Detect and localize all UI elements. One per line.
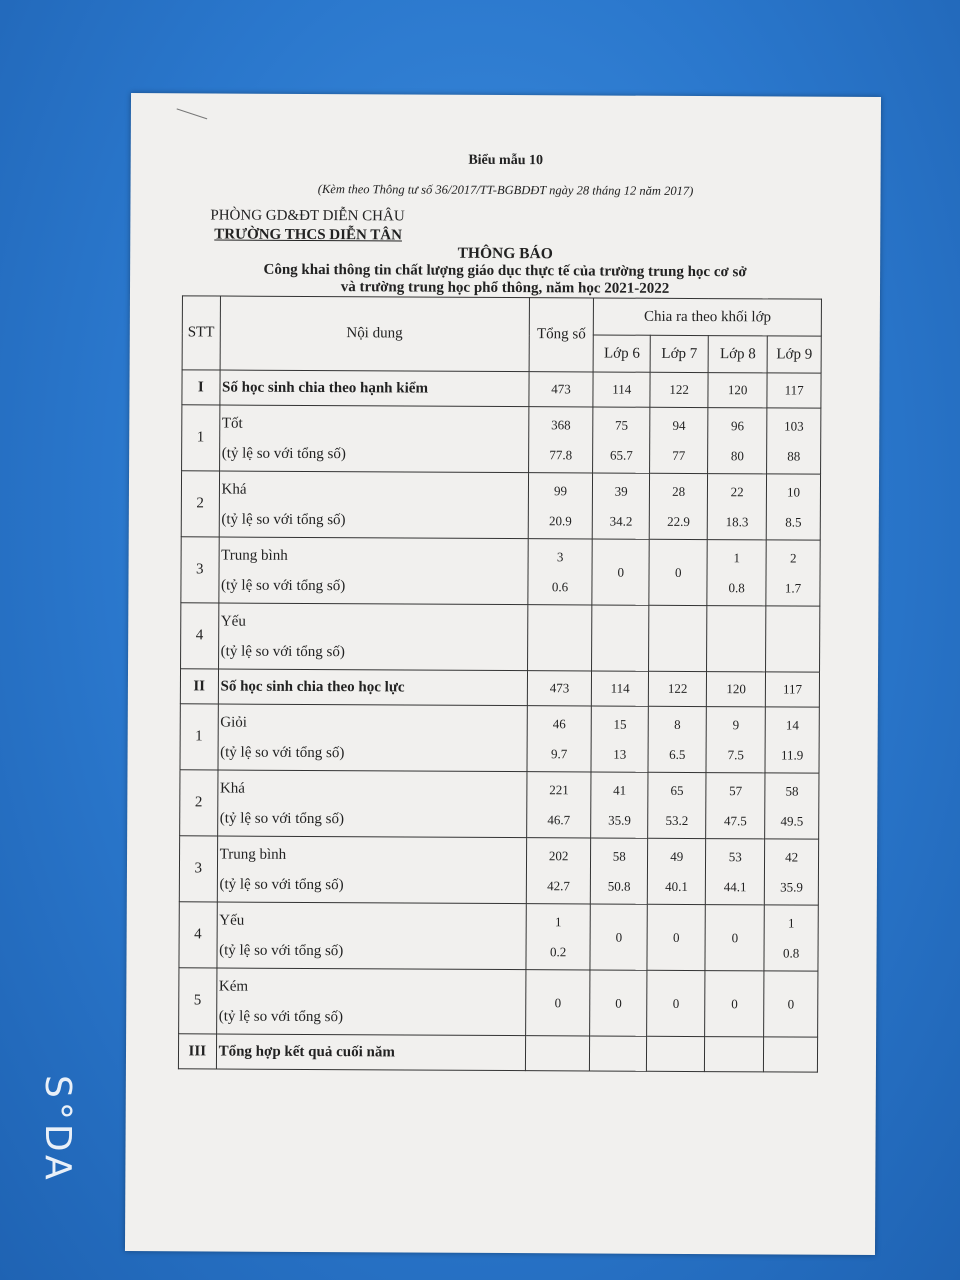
grade-cell	[705, 905, 764, 971]
header-grade-9: Lớp 9	[767, 336, 821, 373]
table-row	[182, 405, 821, 474]
row-stt: 3	[181, 537, 219, 603]
row-stt: I	[182, 370, 220, 405]
count-value: 99	[554, 482, 568, 498]
count-value: 122	[667, 680, 688, 696]
grade-cell	[591, 706, 648, 772]
count-value: 49	[670, 848, 684, 864]
percent-value: 88	[787, 447, 801, 464]
grade-cell	[650, 407, 708, 473]
table-row	[179, 902, 818, 971]
total-cell	[526, 838, 591, 904]
grade-cell	[591, 772, 648, 838]
notice-title: THÔNG BÁO	[457, 244, 553, 263]
grade-cell	[707, 672, 766, 707]
grade-cell	[705, 1037, 764, 1072]
total-cell	[529, 372, 594, 407]
percent-value: 65.7	[609, 447, 633, 463]
row-label-cell	[219, 370, 528, 407]
table-row	[181, 537, 820, 606]
grade-cell	[591, 838, 648, 904]
count-value: 0	[554, 994, 562, 1010]
count-value: 117	[784, 382, 804, 398]
department-name: PHÒNG GD&ĐT DIỄN CHÂU	[210, 207, 405, 225]
header-content: Nội dung	[220, 296, 530, 372]
grade-cell	[590, 970, 647, 1036]
grade-cell	[764, 971, 818, 1037]
notice-description-line1: Công khai thông tin chất lượng giáo dục thực tế của trường trung học cơ sở	[263, 261, 747, 281]
row-label-cell	[217, 770, 527, 838]
percent-value: 42.7	[547, 877, 570, 893]
count-value: 94	[672, 417, 686, 433]
school-name: TRƯỜNG THCS DIỄN TÂN	[214, 226, 403, 244]
percent-value: 77.8	[549, 446, 573, 462]
count-value: 96	[730, 417, 745, 433]
row-label-cell	[217, 836, 527, 904]
row-label: Số học sinh chia theo hạnh kiểm	[222, 379, 429, 397]
grade-cell	[707, 606, 766, 672]
count-value: 39	[614, 483, 628, 499]
grade-cell	[706, 707, 765, 773]
watermark: S°DA	[37, 1075, 78, 1184]
grade-cell	[650, 372, 708, 407]
grade-cell	[649, 473, 707, 539]
quality-table	[178, 295, 822, 1072]
percent-value: 22.9	[667, 513, 690, 529]
percent-value: 50.8	[607, 878, 631, 894]
count-value: 103	[784, 417, 804, 434]
count-value: 120	[727, 382, 748, 398]
count-value: 0	[731, 995, 738, 1011]
header-grade-7: Lớp 7	[650, 335, 708, 372]
row-stt: 4	[181, 603, 219, 669]
header-total: Tổng số	[529, 298, 594, 372]
count-value: 120	[726, 681, 746, 697]
percent-value: 9.7	[550, 745, 568, 761]
table-row	[180, 770, 819, 839]
total-cell	[525, 970, 590, 1036]
grade-cell	[766, 540, 820, 606]
grade-cell	[647, 1036, 705, 1071]
count-value: 46	[552, 715, 566, 731]
ratio-label: (tỷ lệ so với tổng số)	[221, 445, 346, 462]
count-value: 53	[728, 848, 742, 864]
table-row	[180, 704, 819, 773]
grade-cell	[708, 373, 767, 408]
grade-cell	[590, 904, 647, 970]
grade-cell	[593, 372, 650, 407]
count-value: 0	[672, 995, 680, 1011]
grade-cell	[708, 408, 767, 474]
row-label: Tổng hợp kết quả cuối năm	[218, 1043, 395, 1061]
grade-cell	[649, 539, 707, 605]
count-value: 3	[556, 548, 564, 564]
row-label: Tốt	[221, 415, 243, 432]
count-value: 10	[787, 483, 801, 500]
count-value: 0	[615, 929, 623, 945]
ratio-label: (tỷ lệ so với tổng số)	[221, 511, 346, 528]
percent-value: 0.6	[551, 578, 569, 594]
row-stt: III	[178, 1034, 216, 1069]
row-stt: 2	[180, 770, 218, 836]
row-stt: 1	[182, 405, 220, 471]
row-label-cell	[217, 902, 527, 970]
count-value: 368	[551, 416, 571, 432]
percent-value: 80	[730, 447, 744, 463]
ratio-label: (tỷ lệ so với tổng số)	[219, 876, 344, 893]
section-row	[178, 1034, 817, 1072]
row-stt: 4	[179, 902, 217, 968]
grade-cell	[647, 970, 705, 1036]
document-page	[125, 93, 881, 1255]
grade-cell	[764, 1037, 818, 1072]
total-cell	[528, 407, 593, 473]
percent-value: 13	[613, 746, 627, 762]
ratio-label: (tỷ lệ so với tổng số)	[218, 1008, 344, 1025]
section-row	[180, 669, 819, 707]
percent-value: 0.2	[549, 943, 567, 959]
header-split: Chia ra theo khối lớp	[594, 298, 822, 336]
total-cell	[525, 1036, 590, 1071]
total-cell	[527, 671, 592, 706]
count-value: 41	[613, 782, 627, 798]
grade-cell	[764, 905, 818, 971]
grade-cell	[766, 672, 820, 707]
count-value: 0	[615, 995, 622, 1011]
grade-cell	[649, 605, 707, 671]
percent-value: 18.3	[725, 513, 749, 529]
percent-value: 35.9	[608, 812, 631, 828]
grade-cell	[705, 971, 764, 1037]
row-stt: 1	[180, 704, 218, 770]
ratio-label: (tỷ lệ so với tổng số)	[220, 744, 345, 761]
percent-value: 1.7	[784, 579, 802, 596]
percent-value: 47.5	[724, 812, 747, 828]
row-label: Yếu	[220, 613, 246, 630]
row-label-cell	[216, 968, 526, 1036]
grade-cell	[707, 474, 766, 540]
row-label-cell	[216, 1034, 525, 1071]
percent-value: 20.9	[548, 512, 572, 528]
count-value: 2	[789, 550, 797, 566]
table-row	[181, 471, 820, 540]
row-stt: 3	[179, 836, 217, 902]
count-value: 0	[731, 929, 739, 945]
count-value: 42	[785, 848, 799, 865]
count-value: 15	[613, 716, 627, 732]
percent-value: 34.2	[609, 513, 633, 529]
header-grade-6: Lớp 6	[593, 335, 650, 372]
count-value: 0	[674, 564, 682, 580]
count-value: 9	[732, 716, 740, 732]
total-cell	[527, 772, 592, 838]
percent-value: 53.2	[665, 812, 689, 828]
grade-cell	[648, 772, 706, 838]
grade-cell	[590, 1036, 647, 1071]
row-label: Số học sinh chia theo học lực	[220, 678, 405, 696]
percent-value: 11.9	[781, 746, 804, 763]
count-value: 117	[782, 681, 803, 697]
count-value: 58	[612, 848, 626, 864]
count-value: 57	[729, 782, 743, 798]
pen-mark	[177, 108, 208, 119]
percent-value: 7.5	[727, 746, 744, 762]
count-value: 65	[670, 782, 684, 798]
total-cell	[528, 539, 593, 605]
total-cell	[527, 605, 592, 671]
row-label-cell	[218, 537, 528, 605]
percent-value: 8.5	[785, 513, 802, 530]
percent-value: 49.5	[780, 812, 804, 829]
count-value: 1	[554, 913, 562, 929]
grade-cell	[705, 839, 764, 905]
row-label-cell	[219, 405, 529, 473]
grade-cell	[592, 671, 649, 706]
row-label: Giỏi	[220, 714, 248, 731]
percent-value: 40.1	[665, 878, 688, 894]
count-value: 0	[673, 929, 680, 945]
count-value: 202	[548, 847, 569, 863]
count-value: 114	[612, 381, 632, 397]
count-value: 221	[549, 781, 569, 797]
total-cell	[527, 706, 592, 772]
row-label: Trung bình	[221, 547, 288, 564]
percent-value: 35.9	[780, 878, 803, 895]
ratio-label: (tỷ lệ so với tổng số)	[220, 643, 345, 660]
row-label-cell	[218, 704, 528, 772]
table-row	[179, 836, 818, 905]
table-row	[181, 603, 820, 672]
percent-value: 6.5	[669, 746, 686, 762]
count-value: 122	[669, 381, 689, 397]
grade-cell	[767, 373, 821, 408]
row-label: Khá	[219, 780, 246, 797]
grade-cell	[766, 474, 820, 540]
count-value: 1	[788, 914, 795, 931]
grade-cell	[765, 773, 819, 839]
grade-cell	[766, 606, 820, 672]
row-label-cell	[218, 603, 528, 671]
row-label-cell	[218, 669, 527, 706]
count-value: 75	[615, 417, 629, 433]
table-row	[179, 968, 818, 1037]
grade-cell	[647, 904, 705, 970]
grade-cell	[765, 707, 819, 773]
grade-cell	[592, 605, 649, 671]
header-stt: STT	[182, 296, 220, 370]
percent-value: 0.8	[783, 944, 800, 961]
notice-description-line2: và trường trung học phổ thông, năm học 2021-2022	[340, 279, 670, 297]
grade-cell	[648, 706, 706, 772]
percent-value: 46.7	[547, 811, 571, 827]
form-number: Biểu mẫu 10	[468, 152, 544, 169]
grade-cell	[649, 671, 707, 706]
grade-cell	[593, 473, 650, 539]
ratio-label: (tỷ lệ so với tổng số)	[219, 942, 344, 959]
grade-cell	[647, 838, 705, 904]
grade-cell	[767, 408, 821, 474]
row-label: Kém	[218, 978, 249, 995]
row-label: Yếu	[219, 912, 245, 929]
count-value: 0	[787, 995, 795, 1012]
count-value: 114	[610, 680, 630, 696]
ratio-label: (tỷ lệ so với tổng số)	[219, 810, 345, 827]
row-stt: 2	[181, 471, 219, 537]
row-stt: 5	[179, 968, 217, 1034]
grade-cell	[593, 407, 650, 473]
count-value: 8	[674, 716, 681, 732]
total-cell	[528, 473, 593, 539]
grade-cell	[707, 540, 766, 606]
row-label-cell	[219, 471, 529, 539]
percent-value: 0.8	[728, 579, 745, 595]
count-value: 1	[733, 549, 741, 565]
grade-cell	[706, 773, 765, 839]
section-row	[182, 370, 821, 408]
count-value: 473	[549, 680, 570, 696]
count-value: 473	[551, 381, 571, 397]
row-label: Trung bình	[219, 846, 287, 863]
header-grade-8: Lớp 8	[708, 336, 767, 373]
grade-cell	[765, 839, 819, 905]
row-label: Khá	[221, 481, 247, 498]
count-value: 58	[785, 782, 799, 799]
attachment-note: (Kèm theo Thông tư số 36/2017/TT-BGBDĐT ngày 28 tháng 12 năm 2017)	[317, 182, 694, 198]
ratio-label: (tỷ lệ so với tổng số)	[220, 577, 346, 594]
count-value: 0	[617, 564, 625, 580]
count-value: 22	[730, 483, 744, 499]
percent-value: 44.1	[723, 878, 747, 894]
grade-cell	[592, 539, 649, 605]
row-stt: II	[180, 669, 218, 704]
count-value: 14	[785, 716, 799, 733]
percent-value: 77	[672, 447, 686, 463]
count-value: 28	[672, 483, 686, 499]
total-cell	[526, 904, 591, 970]
